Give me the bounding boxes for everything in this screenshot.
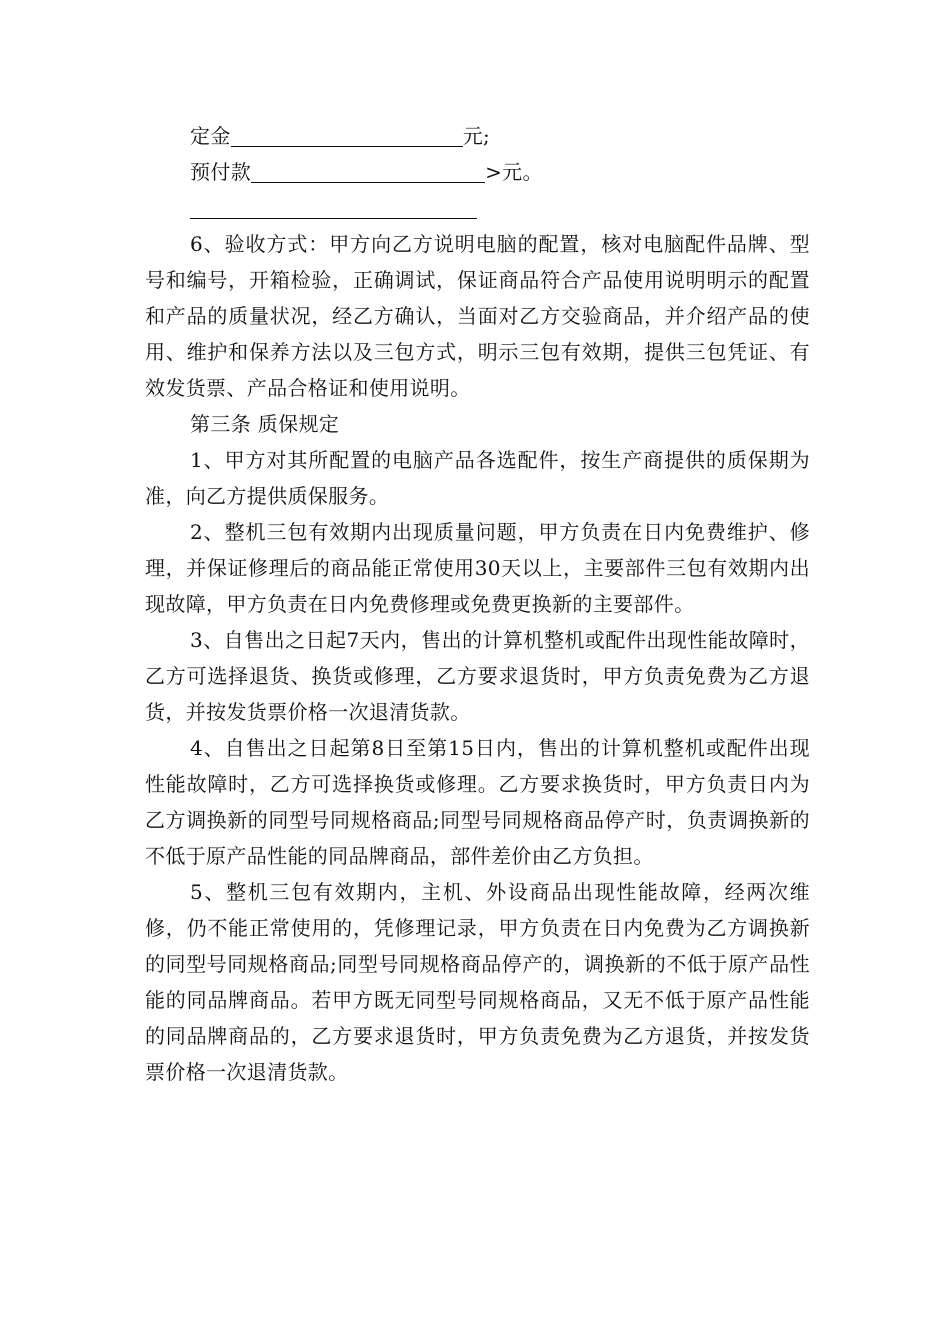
article-3-title: 第三条 质保规定 — [190, 412, 340, 436]
warranty-item-5: 5、整机三包有效期内，主机、外设商品出现性能故障，经两次维修，仍不能正常使用的，凭修理记录，甲方负责在日内免费为乙方调换新的同型号同规格商品;同型号同规格商品停产的，调换新的不低于原产品性能的同品牌商品。若甲方既无同型号同规格商品，又无不低于原产品性能的同品牌商品的，乙方要求退货时，甲方负责免费为乙方退货，并按发货票价格一次退清货款。 — [145, 880, 810, 1084]
prepayment-label: 预付款 — [190, 160, 252, 184]
warranty-item-2: 2、整机三包有效期内出现质量问题，甲方负责在日内免费维护、修理，并保证修理后的商品能正常使用30天以上，主要部件三包有效期内出现故障，甲方负责在日内免费修理或免费更换新的主要部件。 — [145, 520, 810, 616]
prepayment-blank — [251, 160, 485, 183]
extra-blank-line — [145, 190, 810, 226]
deposit-line — [145, 118, 810, 154]
extra-blank — [190, 196, 477, 219]
warranty-item-3: 3、自售出之日起7天内，售出的计算机整机或配件出现性能故障时，乙方可选择退货、换货或修理，乙方要求退货时，甲方负责免费为乙方退货，并按发货票价格一次退清货款。 — [145, 628, 810, 724]
deposit-label: 定金 — [190, 124, 231, 148]
document-page — [145, 118, 810, 1090]
acceptance-clause: 6、验收方式：甲方向乙方说明电脑的配置，核对电脑配件品牌、型号和编号，开箱检验，正确调试，保证商品符合产品使用说明明示的配置和产品的质量状况，经乙方确认，当面对乙方交验商品，并介绍产品的使用、维护和保养方法以及三包方式，明示三包有效期，提供三包凭证、有效发货票、产品合格证和使用说明。 — [145, 232, 810, 400]
deposit-blank — [231, 124, 463, 147]
prepayment-line — [145, 154, 810, 190]
warranty-item-4: 4、自售出之日起第8日至第15日内，售出的计算机整机或配件出现性能故障时，乙方可选择换货或修理。乙方要求换货时，甲方负责日内为乙方调换新的同型号同规格商品;同型号同规格商品停产时，负责调换新的不低于原产品性能的同品牌商品，部件差价由乙方负担。 — [145, 736, 810, 868]
deposit-suffix: 元; — [462, 124, 491, 148]
warranty-item-1: 1、甲方对其所配置的电脑产品各选配件，按生产商提供的质保期为准，向乙方提供质保服务。 — [145, 448, 810, 508]
prepayment-suffix: >元。 — [485, 160, 543, 184]
